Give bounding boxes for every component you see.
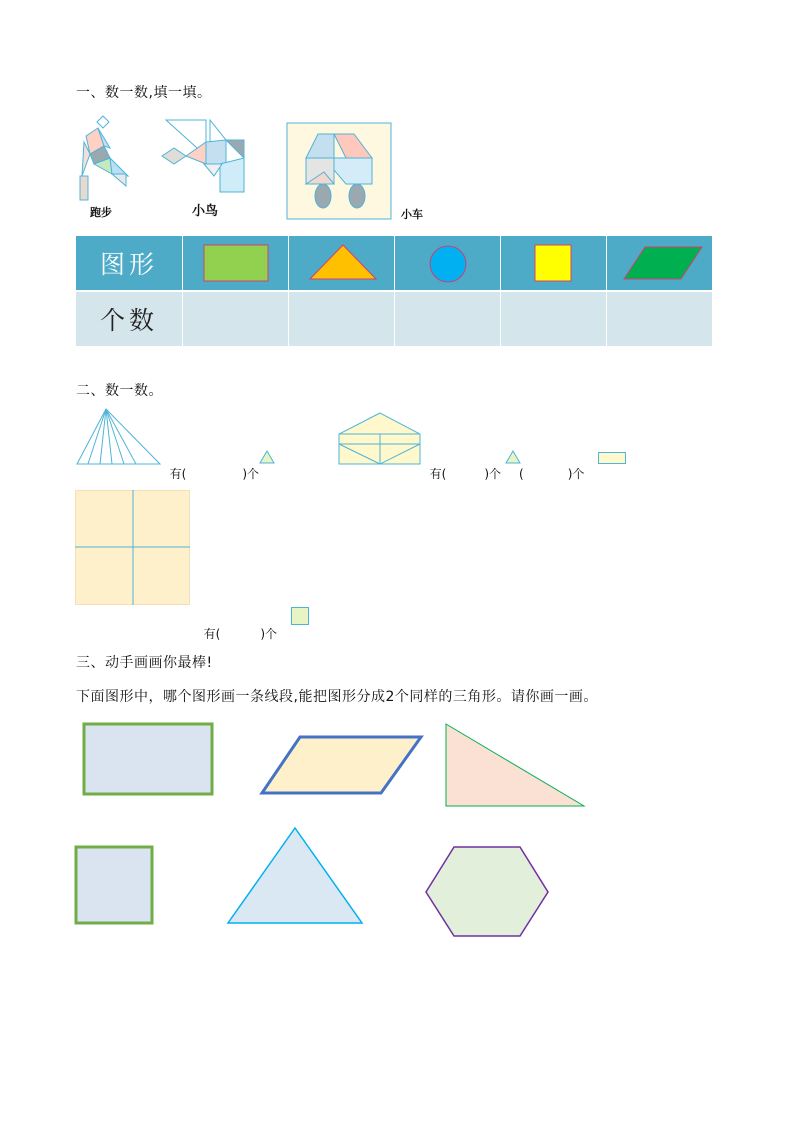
section2-title: 二、数一数。 (76, 383, 163, 399)
parallelogram-shape[interactable] (260, 734, 424, 796)
house-figure (338, 412, 422, 466)
section3-title: 三、动手画画你最棒! (76, 655, 213, 671)
answer-line-q3 (196, 611, 277, 642)
q1-suffix: )个 (242, 467, 260, 481)
equilateral-triangle-shape[interactable] (226, 826, 364, 926)
answer-cell-parallelogram[interactable] (607, 292, 712, 346)
shape-count-table (76, 236, 712, 346)
small-rectangle-icon (598, 452, 626, 464)
section3-instruction: 下面图形中，哪个图形画一条线段,能把图形分成2个同样的三角形。请你画一画。 (76, 689, 598, 705)
section1-title: 一、数一数,填一填。 (76, 85, 212, 101)
answer-line-q2 (422, 451, 584, 482)
answer-cell-triangle[interactable] (289, 292, 394, 346)
figure-label-runner: 跑步 (90, 206, 112, 219)
small-triangle-icon (259, 450, 275, 464)
square-shape[interactable] (74, 845, 154, 925)
tangram-bird-figure (160, 118, 250, 194)
rectangle-icon (203, 244, 269, 282)
table-cell-parallelogram (607, 236, 712, 290)
table-cell-triangle (289, 236, 394, 290)
answer-cell-square[interactable] (501, 292, 606, 346)
answer-line-q1 (162, 451, 259, 482)
small-square-icon (291, 607, 309, 625)
fan-triangle-figure (76, 408, 162, 466)
tangram-car-figure (286, 122, 392, 220)
table-cell-circle (395, 236, 500, 290)
figure-label-bird: 小鸟 (192, 204, 219, 219)
answer-cell-rect[interactable] (183, 292, 288, 346)
parallelogram-icon (623, 246, 703, 280)
q1-prefix: 有( (169, 467, 187, 481)
q3-suffix: )个 (260, 627, 278, 641)
q2-mid: )个 (484, 467, 502, 481)
table-cell-rect (183, 236, 288, 290)
circle-icon (429, 245, 467, 283)
figure-label-car: 小车 (401, 208, 423, 221)
hexagon-shape[interactable] (424, 846, 550, 938)
triangle-icon (309, 244, 377, 280)
square-icon (534, 244, 572, 282)
q3-prefix: 有( (203, 627, 221, 641)
rectangle-shape[interactable] (82, 722, 214, 796)
table-row-label-count: 个数 (76, 292, 182, 346)
tangram-runner-figure (76, 114, 132, 204)
q2-prefix: 有( (429, 467, 447, 481)
quartered-square-figure (75, 490, 191, 606)
q2-suffix: )个 (567, 467, 585, 481)
right-triangle-shape[interactable] (444, 722, 588, 808)
table-cell-square (501, 236, 606, 290)
small-triangle-icon (505, 450, 521, 464)
table-row-label-shapes: 图形 (76, 236, 182, 290)
q2-mid2: ( (519, 467, 524, 481)
answer-cell-circle[interactable] (395, 292, 500, 346)
